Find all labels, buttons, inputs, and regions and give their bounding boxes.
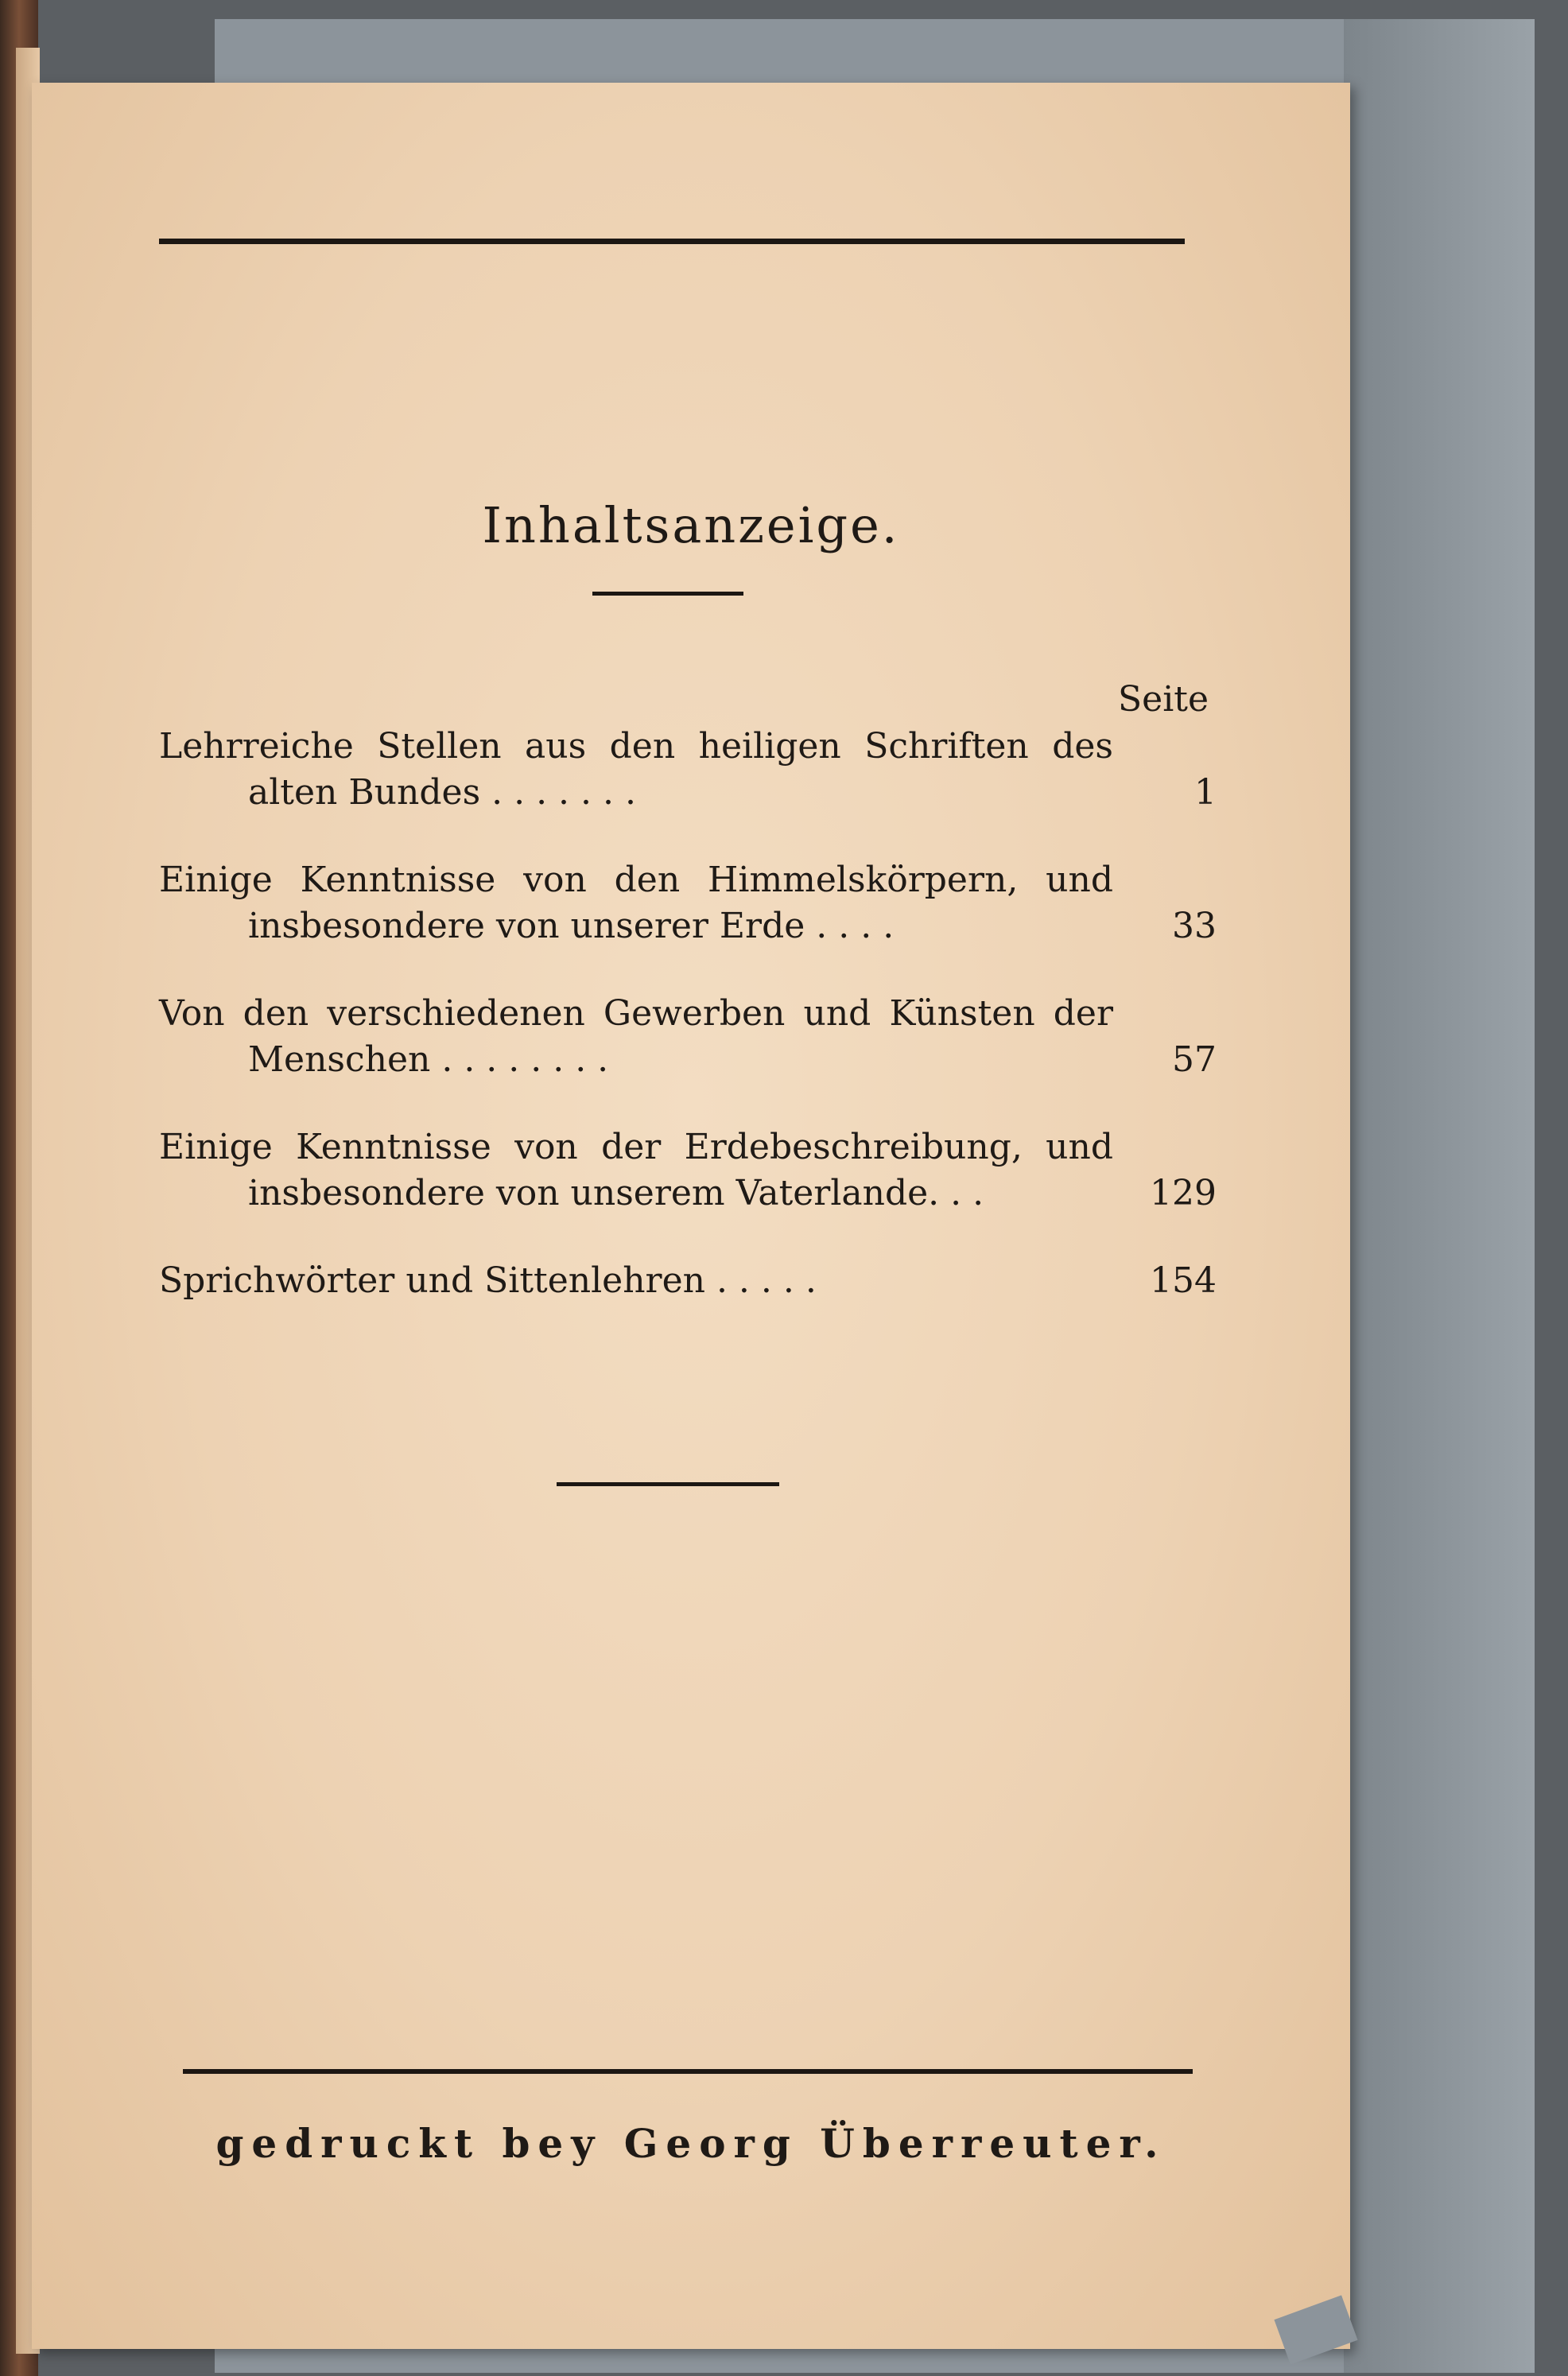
- toc-entry-title: Lehrreiche Stellen aus den heiligen Schriften des alten Bundes . . . . . . .: [159, 726, 1113, 813]
- toc-entry-page: 33: [1172, 906, 1217, 946]
- book-page: [32, 83, 1350, 2349]
- toc-entry-page: 154: [1150, 1260, 1217, 1301]
- toc-entry-title: Einige Kenntnisse von den Himmelskörpern, und insbesondere von unserer Erde . . . .: [159, 860, 1113, 946]
- toc-entry: [159, 1124, 1217, 1217]
- toc-entry-title: Von den verschiedenen Gewerben und Künsten der Menschen . . . . . . . .: [159, 993, 1113, 1080]
- toc-entry-page: 1: [1194, 772, 1217, 813]
- toc-entry-title: Einige Kenntnisse von der Erdebeschreibung, und insbesondere von unserem Vaterlande. . .: [159, 1127, 1113, 1213]
- cover-board-shade: [1344, 19, 1535, 2373]
- section-divider: [557, 1482, 779, 1486]
- toc-entry-page: 57: [1172, 1039, 1217, 1080]
- printer-imprint: gedruckt bey Georg Überreuter.: [215, 2120, 1166, 2167]
- page-title: Inhaltsanzeige.: [482, 496, 900, 554]
- toc-entry-title: Sprichwörter und Sittenlehren . . . . .: [159, 1260, 817, 1301]
- top-rule: [159, 239, 1185, 244]
- page-column-header: Seite: [1118, 679, 1209, 720]
- toc-entry: [159, 1258, 1217, 1304]
- table-of-contents: [159, 724, 1217, 1345]
- title-underline: [592, 592, 743, 596]
- toc-entry: [159, 991, 1217, 1083]
- toc-entry: [159, 857, 1217, 949]
- bottom-rule: [183, 2069, 1193, 2074]
- toc-entry: [159, 724, 1217, 816]
- toc-entry-page: 129: [1150, 1173, 1217, 1213]
